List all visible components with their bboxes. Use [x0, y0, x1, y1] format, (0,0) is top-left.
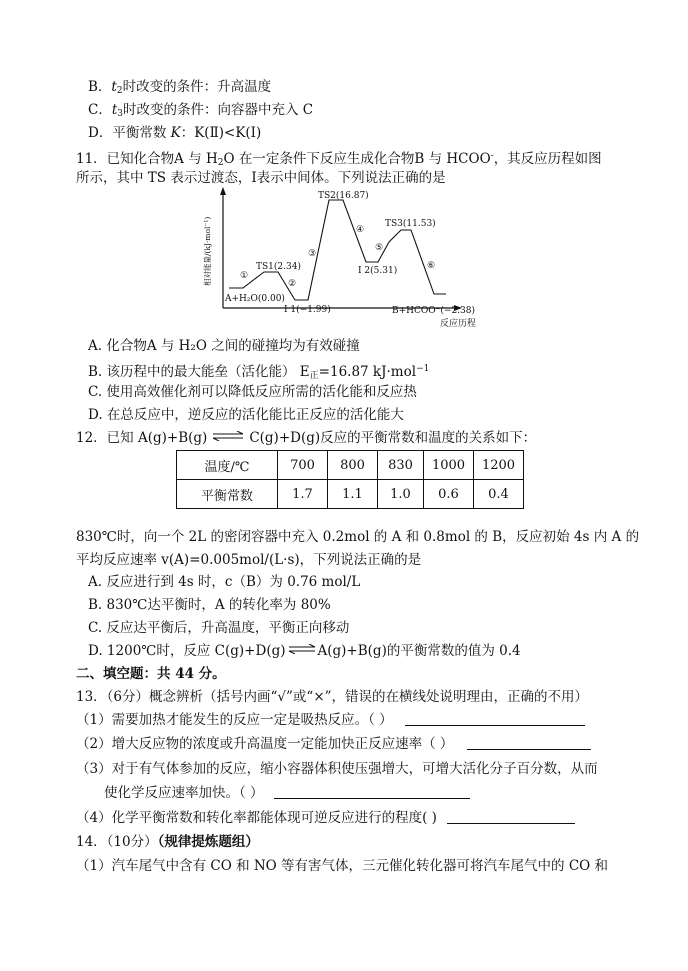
level-ts3-label: TS3(11.53)	[385, 219, 436, 229]
level-end-label: B+HCOO⁻(−2.38)	[392, 306, 475, 316]
diagram-y-arrow	[220, 187, 226, 195]
q11-option-a: A. 化合物A 与 H₂O 之间的碰撞均为有效碰撞	[88, 338, 360, 354]
table-cell: 830	[378, 451, 424, 480]
step-3-marker: ③	[308, 249, 317, 259]
level-ts2-label: TS2(16.87)	[318, 191, 369, 201]
equilibrium-arrow-icon	[211, 431, 245, 441]
table-row	[177, 451, 524, 480]
step-4-marker: ④	[356, 225, 365, 235]
answer-blank[interactable]	[405, 711, 585, 726]
q11-option-c: C. 使用高效催化剂可以降低反应所需的活化能和反应热	[88, 384, 417, 400]
level-start-label: A+H₂O(0.00)	[225, 294, 285, 304]
q12-paragraph-line1: 830℃时，向一个 2L 的密闭容器中充入 0.2mol 的 A 和 0.8mol 的 B，反应初始 4s 内 A 的	[76, 529, 640, 545]
q13-stem: 13．（6分）概念辨析（括号内画“√”或“×”，错误的在横线处说明理由，正确的不用）	[76, 689, 589, 705]
q12-option-b: B. 830℃达平衡时，A 的转化率为 80%	[88, 597, 331, 613]
step-1-marker: ①	[240, 271, 249, 281]
q11-option-b: B. 该历程中的最大能垒（活化能） $E_正=16.87$ kJ·mol$^{-1}$	[88, 364, 430, 381]
q11-stem-line1: 11．已知化合物A 与 $H_2O$ 在一定条件下反应生成化合物B 与 HCOO-，其反应历程如图	[76, 151, 602, 168]
section-2-heading: 二、填空题：共 44 分。	[76, 666, 226, 682]
table-cell: 1200	[474, 451, 524, 480]
table-cell: 0.6	[424, 480, 474, 509]
table-header-constant: 平衡常数	[177, 480, 278, 509]
table-cell: 1.7	[278, 480, 328, 509]
answer-blank[interactable]	[467, 735, 591, 750]
q13-item-4: （4）化学平衡常数和转化率都能体现可逆反应进行的程度( )	[76, 808, 575, 828]
equilibrium-arrow-icon	[287, 644, 317, 654]
q12-option-c: C. 反应达平衡后，升高温度，平衡正向移动	[88, 620, 350, 636]
table-header-temperature: 温度/℃	[177, 451, 278, 480]
q14-stem: 14．（10分）（规律提炼题组）	[76, 834, 259, 850]
q13-item-1: （1）需要加热才能发生的反应一定是吸热反应。（ ）	[76, 710, 585, 730]
level-i1-label: I 1(−1.99)	[284, 305, 331, 315]
q13-item-3-line1: （3）对于有气体参加的反应，缩小容器体积使压强增大，可增大活化分子百分数，从而	[76, 761, 598, 777]
q10-option-d: D．平衡常数 K：K(Ⅱ)<K(Ⅰ)	[88, 125, 262, 141]
q14-item-1: （1）汽车尾气中含有 CO 和 NO 等有害气体，三元催化转化器可将汽车尾气中的 CO 和	[76, 858, 609, 874]
q10-option-b: B．$t_2$时改变的条件：升高温度	[88, 79, 272, 96]
q13-item-2: （2）增大反应物的浓度或升高温度一定能加快正反应速率（ ）	[76, 734, 591, 754]
step-5-marker: ⑤	[375, 243, 384, 253]
table-row	[177, 480, 524, 509]
diagram-y-label: 相对能量/(kJ·mol⁻¹)	[203, 216, 212, 286]
energy-profile-path	[229, 200, 446, 300]
table-cell: 800	[328, 451, 378, 480]
equilibrium-constant-table	[176, 450, 524, 509]
table-cell: 1.1	[328, 480, 378, 509]
energy-profile-diagram	[196, 186, 496, 334]
step-2-marker: ②	[288, 279, 297, 289]
level-i2-label: I 2(5.31)	[358, 266, 398, 276]
table-cell: 1.0	[378, 480, 424, 509]
q12-option-d: D. 1200℃时，反应 C(g)+D(g) A(g)+B(g)的平衡常数的值为 0.4	[88, 643, 521, 659]
q11-option-d: D. 在总反应中，逆反应的活化能比正反应的活化能大	[88, 407, 404, 423]
table-cell: 700	[278, 451, 328, 480]
answer-blank[interactable]	[447, 809, 575, 824]
q10-option-c: C．$t_3$时改变的条件：向容器中充入 C	[88, 102, 314, 119]
q11-stem-line2: 所示，其中 TS 表示过渡态，Ⅰ表示中间体。下列说法正确的是	[76, 170, 446, 186]
q12-stem: 12．已知 A(g)+B(g) C(g)+D(g)反应的平衡常数和温度的关系如下：	[76, 430, 537, 446]
q13-item-3-line2: 使化学反应速率加快。（ ）	[104, 783, 470, 803]
step-6-marker: ⑥	[427, 261, 436, 271]
table-cell: 0.4	[474, 480, 524, 509]
level-ts1-label: TS1(2.34)	[256, 262, 301, 272]
diagram-x-label: 反应历程	[440, 319, 477, 329]
answer-blank[interactable]	[274, 784, 470, 799]
q12-paragraph-line2: 平均反应速率 v(A)=0.005mol/(L·s)，下列说法正确的是	[76, 552, 422, 568]
table-cell: 1000	[424, 451, 474, 480]
q12-option-a: A. 反应进行到 4s 时，c（B）为 0.76 mol/L	[88, 574, 361, 590]
